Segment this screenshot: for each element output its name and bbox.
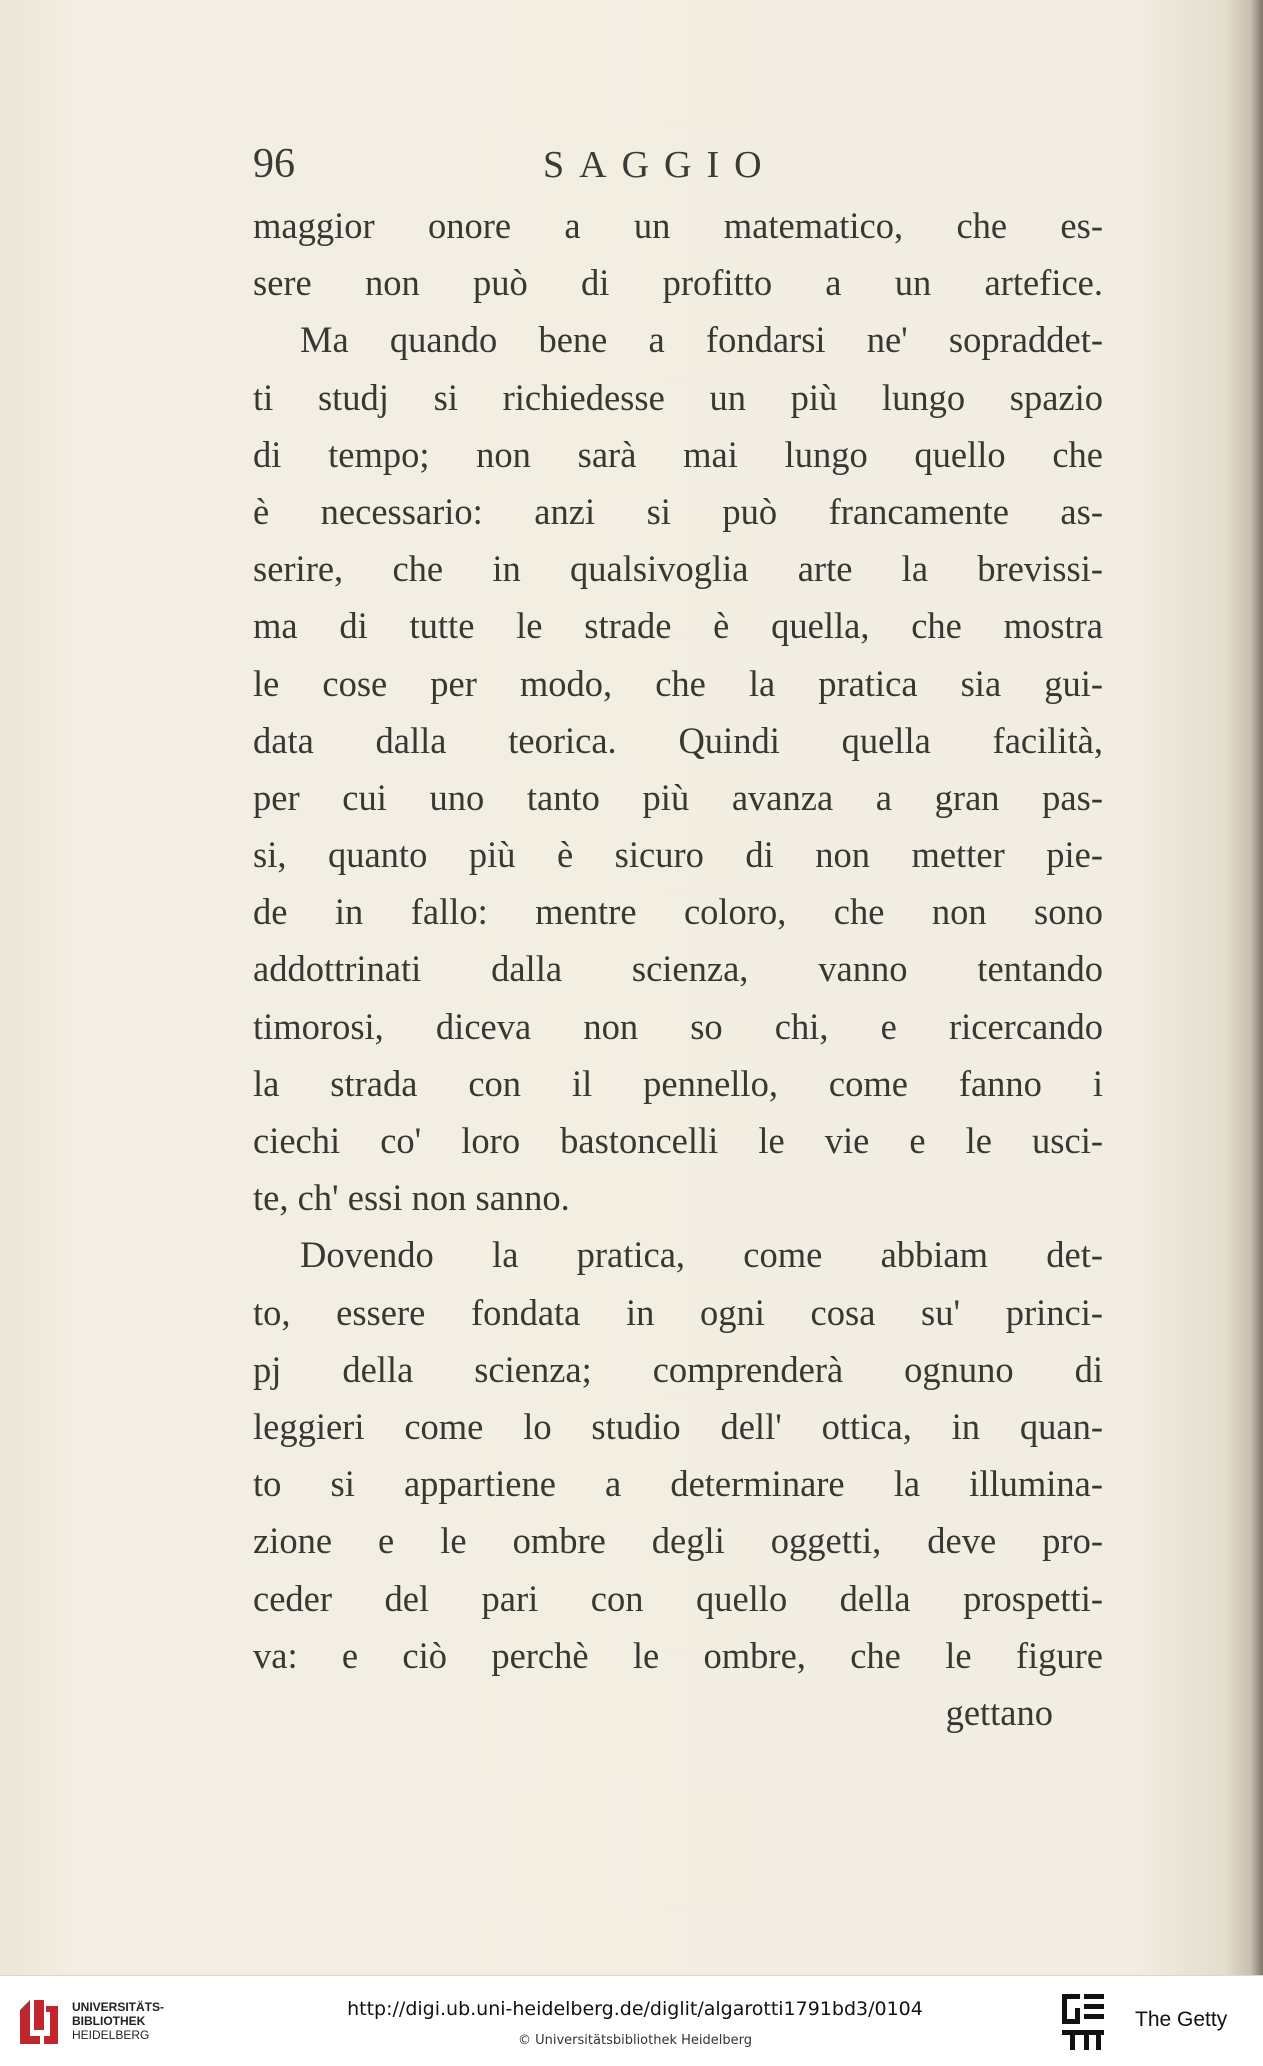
text-line: serire, che in qualsivoglia arte la brevissi-: [253, 548, 1103, 590]
text-line: pj della scienza; comprenderà ognuno di: [253, 1348, 1103, 1390]
text-line: si, quanto più è sicuro di non metter pie-: [253, 834, 1103, 876]
text-line: to si appartiene a determinare la illumina-: [253, 1463, 1103, 1505]
getty-logo-icon[interactable]: [1060, 1992, 1108, 2052]
getty-name: The Getty: [1135, 2008, 1228, 2031]
university-library-logo-icon[interactable]: [16, 1996, 62, 2048]
text-line: la strada con il pennello, come fanno i: [253, 1062, 1103, 1104]
text-line: data dalla teorica. Quindi quella facilità,: [253, 719, 1103, 761]
copyright-notice: © Universitätsbibliothek Heidelberg: [517, 2033, 752, 2048]
text-line: le cose per modo, che la pratica sia gui-: [253, 662, 1103, 704]
text-line: zione e le ombre degli oggetti, deve pro-: [253, 1520, 1103, 1562]
text-line: ceder del pari con quello della prospetti-: [253, 1577, 1103, 1619]
text-line: leggieri come lo studio dell' ottica, in quan-: [253, 1405, 1103, 1447]
text-line: va: e ciò perchè le ombre, che le figure: [253, 1634, 1103, 1676]
catchword-line: [253, 1684, 1103, 1741]
page-number: 96: [253, 141, 295, 187]
library-name: UNIVERSITÄTS- BIBLIOTHEK HEIDELBERG: [72, 2000, 165, 2042]
text-line: ti studj si richiedesse un più lungo spazio: [253, 376, 1103, 418]
text-line: timorosi, diceva non so chi, e ricercando: [253, 1005, 1103, 1047]
body-text: [253, 197, 1103, 1741]
permalink-url[interactable]: http://digi.ub.uni-heidelberg.de/diglit/algarotti1791bd3/0104: [347, 1998, 923, 2020]
text-line: te, ch' essi non sanno.: [253, 1177, 570, 1219]
text-line: ciechi co' loro bastoncelli le vie e le usci-: [253, 1120, 1103, 1161]
page-header: [253, 140, 1093, 200]
text-line: Dovendo la pratica, come abbiam det-: [300, 1234, 1103, 1276]
catchword: gettano: [945, 1691, 1053, 1733]
text-line: maggior onore a un matematico, che es-: [253, 205, 1103, 246]
text-line: è necessario: anzi si può francamente as-: [253, 490, 1103, 532]
text-line: to, essere fondata in ogni cosa su' princi-: [253, 1291, 1103, 1333]
text-line: ma di tutte le strade è quella, che mostra: [253, 605, 1103, 647]
text-line: de in fallo: mentre coloro, che non sono: [253, 891, 1103, 933]
footer-bar: [0, 1975, 1263, 2066]
text-line: addottrinati dalla scienza, vanno tentando: [253, 948, 1103, 990]
text-line: Ma quando bene a fondarsi ne' sopraddet-: [300, 319, 1103, 361]
text-line: sere non può di profitto a un artefice.: [253, 262, 1103, 304]
text-line: per cui uno tanto più avanza a gran pas-: [253, 776, 1103, 818]
text-line: di tempo; non sarà mai lungo quello che: [253, 433, 1103, 475]
running-head: SAGGIO: [543, 144, 777, 186]
